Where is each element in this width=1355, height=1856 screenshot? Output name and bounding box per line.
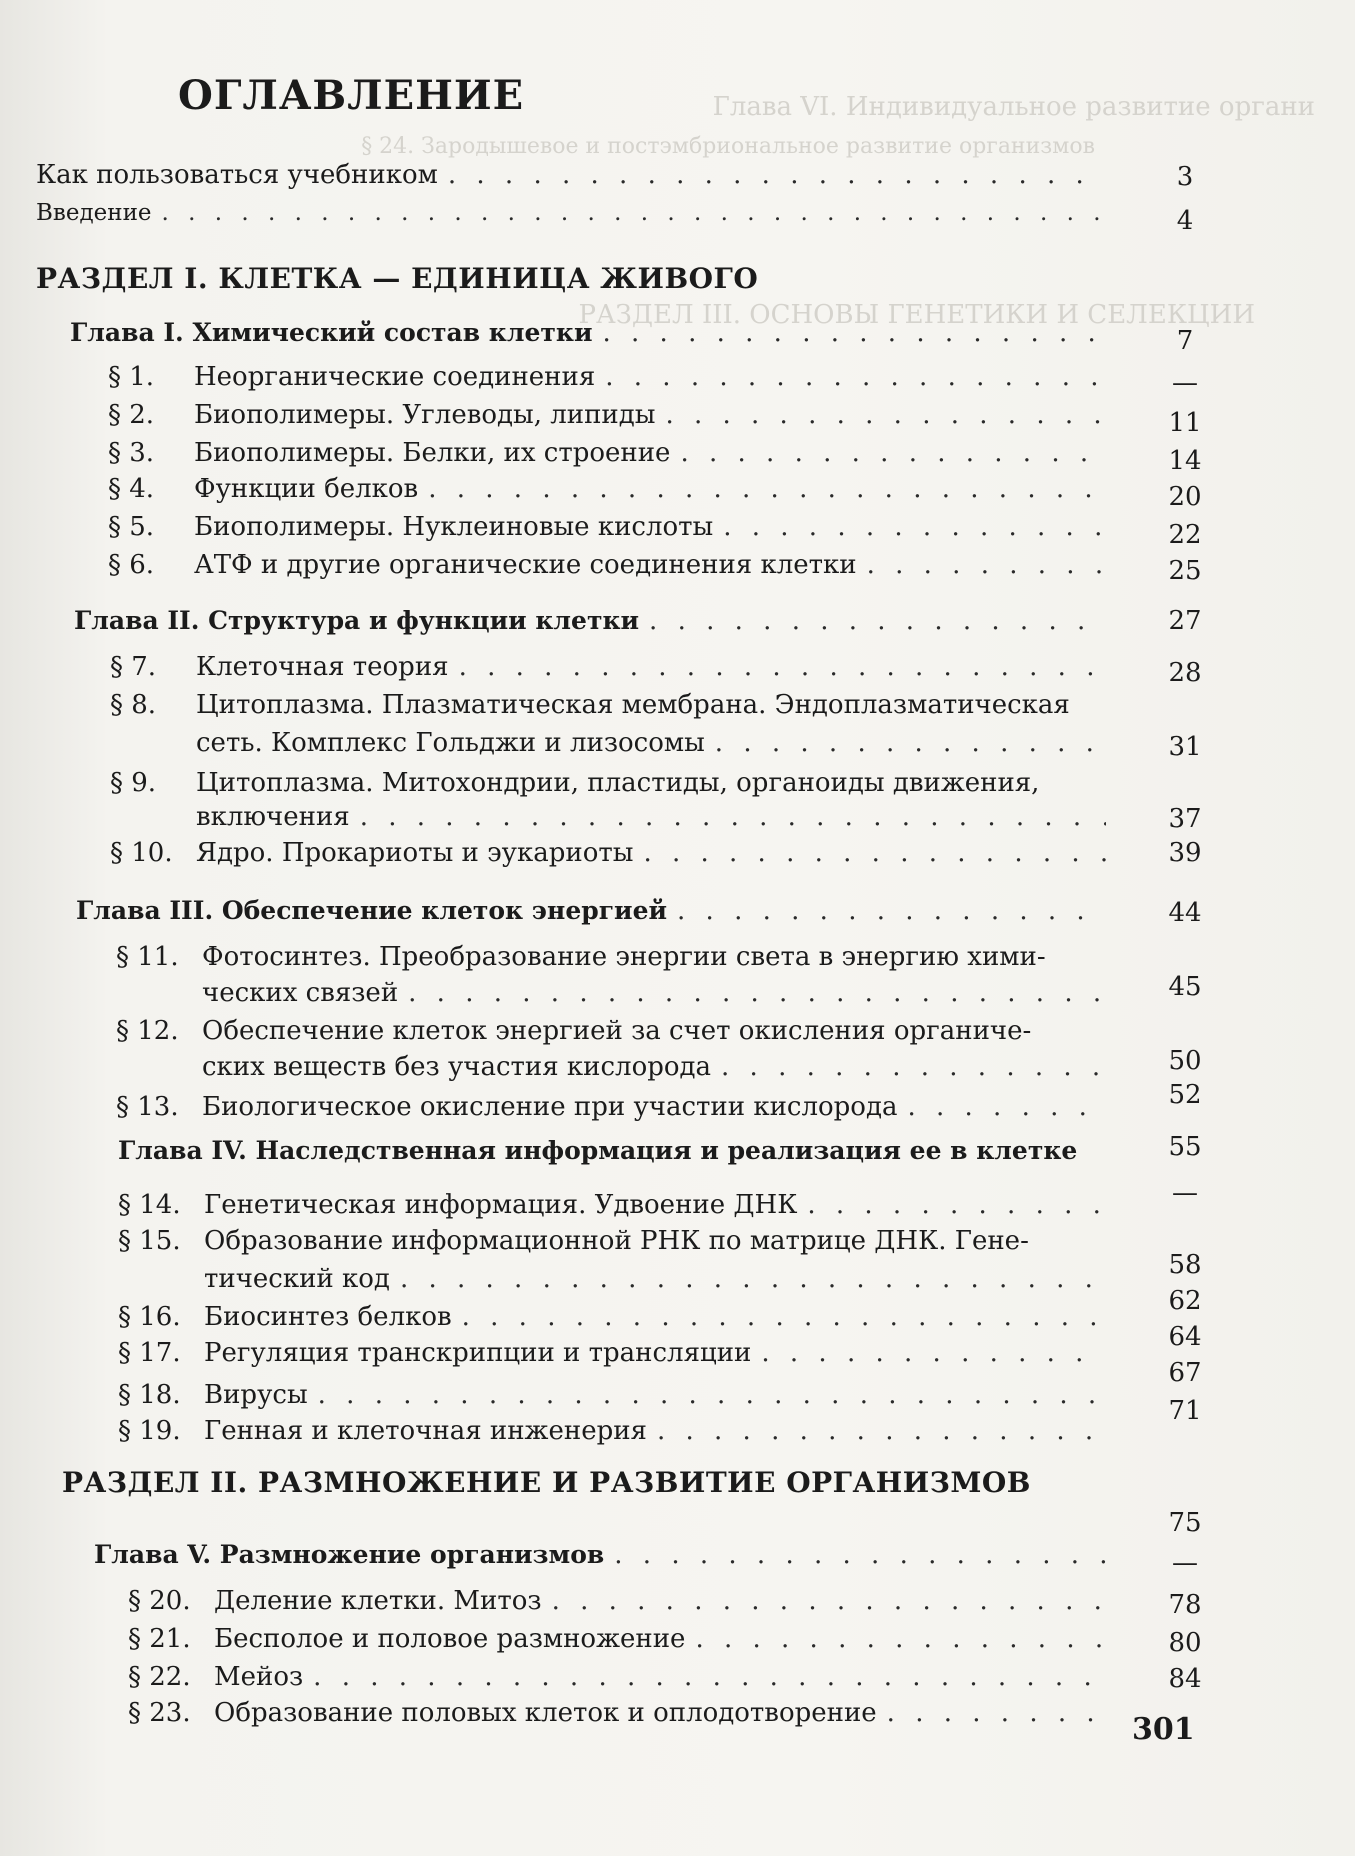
chapter-entry: Глава III. Обеспечение клеток энергией . . . [76, 896, 1116, 926]
page-number: 75 [1168, 1508, 1202, 1538]
toc-entry: § 13. Биологическое окисление при участии кислорода . . . [116, 1092, 1116, 1122]
bleed-through-text: Глава VI. Индивидуальное развитие органи [712, 92, 1315, 122]
page-number: — [1172, 1178, 1198, 1208]
page-number: 3 [1176, 162, 1194, 192]
toc-entry: § 1. Неорганические соединения . . . [108, 362, 1116, 392]
page-number: 78 [1168, 1590, 1202, 1620]
toc-entry: § 10. Ядро. Прокариоты и эукариоты . . . [110, 838, 1116, 868]
toc-entry-first-line: § 12. Обеспечение клеток энергией за счет окисления органиче- [116, 1016, 1032, 1046]
page-number: 67 [1168, 1358, 1202, 1388]
toc-entry: § 4. Функции белков . . . [108, 474, 1116, 504]
page-number: 14 [1168, 446, 1202, 476]
toc-entry: § 7. Клеточная теория . . . [110, 652, 1116, 682]
toc-entry: § 14. Генетическая информация. Удвоение ДНК . . . [118, 1190, 1116, 1220]
page-number: 71 [1168, 1396, 1202, 1426]
toc-entry-continuation: включения . . . [196, 802, 1116, 832]
toc-entry: § 20. Деление клетки. Митоз . . . [128, 1586, 1116, 1616]
section-heading: РАЗДЕЛ I. КЛЕТКА — ЕДИНИЦА ЖИВОГО [36, 262, 759, 295]
page-number: 84 [1168, 1664, 1202, 1694]
toc-entry: § 21. Бесполое и половое размножение . . . [128, 1624, 1116, 1654]
toc-entry-first-line: § 9. Цитоплазма. Митохондрии, пластиды, органоиды движения, [110, 768, 1040, 798]
toc-entry: § 18. Вирусы . . . [118, 1380, 1116, 1410]
page-number: 22 [1168, 520, 1202, 550]
page-number: 28 [1168, 658, 1202, 688]
toc-entry: § 19. Генная и клеточная инженерия . . . [118, 1416, 1116, 1446]
folio-page-number: 301 [1132, 1712, 1195, 1747]
page-number: 44 [1168, 898, 1202, 928]
page-number: 39 [1168, 838, 1202, 868]
page-number: 31 [1168, 732, 1202, 762]
toc-entry: § 22. Мейоз . . . [128, 1662, 1116, 1692]
toc-entry-first-line: § 8. Цитоплазма. Плазматическая мембрана. Эндоплазматическая [110, 690, 1070, 720]
page-number: 4 [1176, 206, 1194, 236]
chapter-entry: Глава II. Структура и функции клетки . . . [74, 606, 1116, 636]
toc-entry: Введение . . . [36, 200, 1116, 226]
page-title: ОГЛАВЛЕНИЕ [178, 72, 525, 119]
page-number: 80 [1168, 1628, 1202, 1658]
page-number: 52 [1168, 1080, 1202, 1110]
page-number: 20 [1168, 482, 1202, 512]
toc-entry: Как пользоваться учебником . . . [36, 160, 1116, 190]
toc-entry: § 5. Биополимеры. Нуклеиновые кислоты . . . [108, 512, 1116, 542]
toc-entry-first-line: § 15. Образование информационной РНК по матрице ДНК. Гене- [118, 1226, 1029, 1256]
bleed-through-text: РАЗДЕЛ III. ОСНОВЫ ГЕНЕТИКИ И СЕЛЕКЦИИ [578, 300, 1255, 330]
section-heading: РАЗДЕЛ II. РАЗМНОЖЕНИЕ И РАЗВИТИЕ ОРГАНИЗМОВ [62, 1466, 1031, 1499]
page-number: 62 [1168, 1286, 1202, 1316]
toc-entry-continuation: ских веществ без участия кислорода . . . [202, 1052, 1116, 1082]
toc-entry: § 23. Образование половых клеток и оплодотворение . . . [128, 1698, 1116, 1728]
toc-entry: § 16. Биосинтез белков . . . [118, 1302, 1116, 1332]
page-number: — [1172, 368, 1198, 398]
toc-entry-continuation: ческих связей . . . [202, 978, 1116, 1008]
toc-entry: § 17. Регуляция транскрипции и трансляции . . . [118, 1338, 1116, 1368]
page-number: 45 [1168, 972, 1202, 1002]
toc-entry-continuation: сеть. Комплекс Гольджи и лизосомы . . . [196, 728, 1116, 758]
toc-entry-continuation: тический код . . . [204, 1264, 1116, 1294]
page-number: — [1172, 1548, 1198, 1578]
toc-entry: § 2. Биополимеры. Углеводы, липиды . . . [108, 400, 1116, 430]
page-number: 64 [1168, 1322, 1202, 1352]
page-number: 37 [1168, 804, 1202, 834]
page-number: 11 [1168, 408, 1202, 438]
page-number: 27 [1168, 606, 1202, 636]
bleed-through-text: § 24. Зародышевое и постэмбриональное развитие организмов [361, 134, 1095, 159]
chapter-entry: Глава V. Размножение организмов . . . [94, 1540, 1116, 1570]
toc-entry: § 3. Биополимеры. Белки, их строение . . . [108, 438, 1116, 468]
page-number: 55 [1168, 1132, 1202, 1162]
toc-entry: § 6. АТФ и другие органические соединения клетки . . . [108, 550, 1116, 580]
chapter-entry: Глава I. Химический состав клетки . . . [70, 318, 1116, 348]
page-number: 58 [1168, 1250, 1202, 1280]
page-number: 50 [1168, 1046, 1202, 1076]
page-number: 25 [1168, 556, 1202, 586]
toc-entry-first-line: § 11. Фотосинтез. Преобразование энергии света в энергию хими- [116, 942, 1046, 972]
chapter-entry: Глава IV. Наследственная информация и реализация ее в клетке [118, 1136, 1078, 1165]
page-number: 7 [1176, 326, 1194, 356]
